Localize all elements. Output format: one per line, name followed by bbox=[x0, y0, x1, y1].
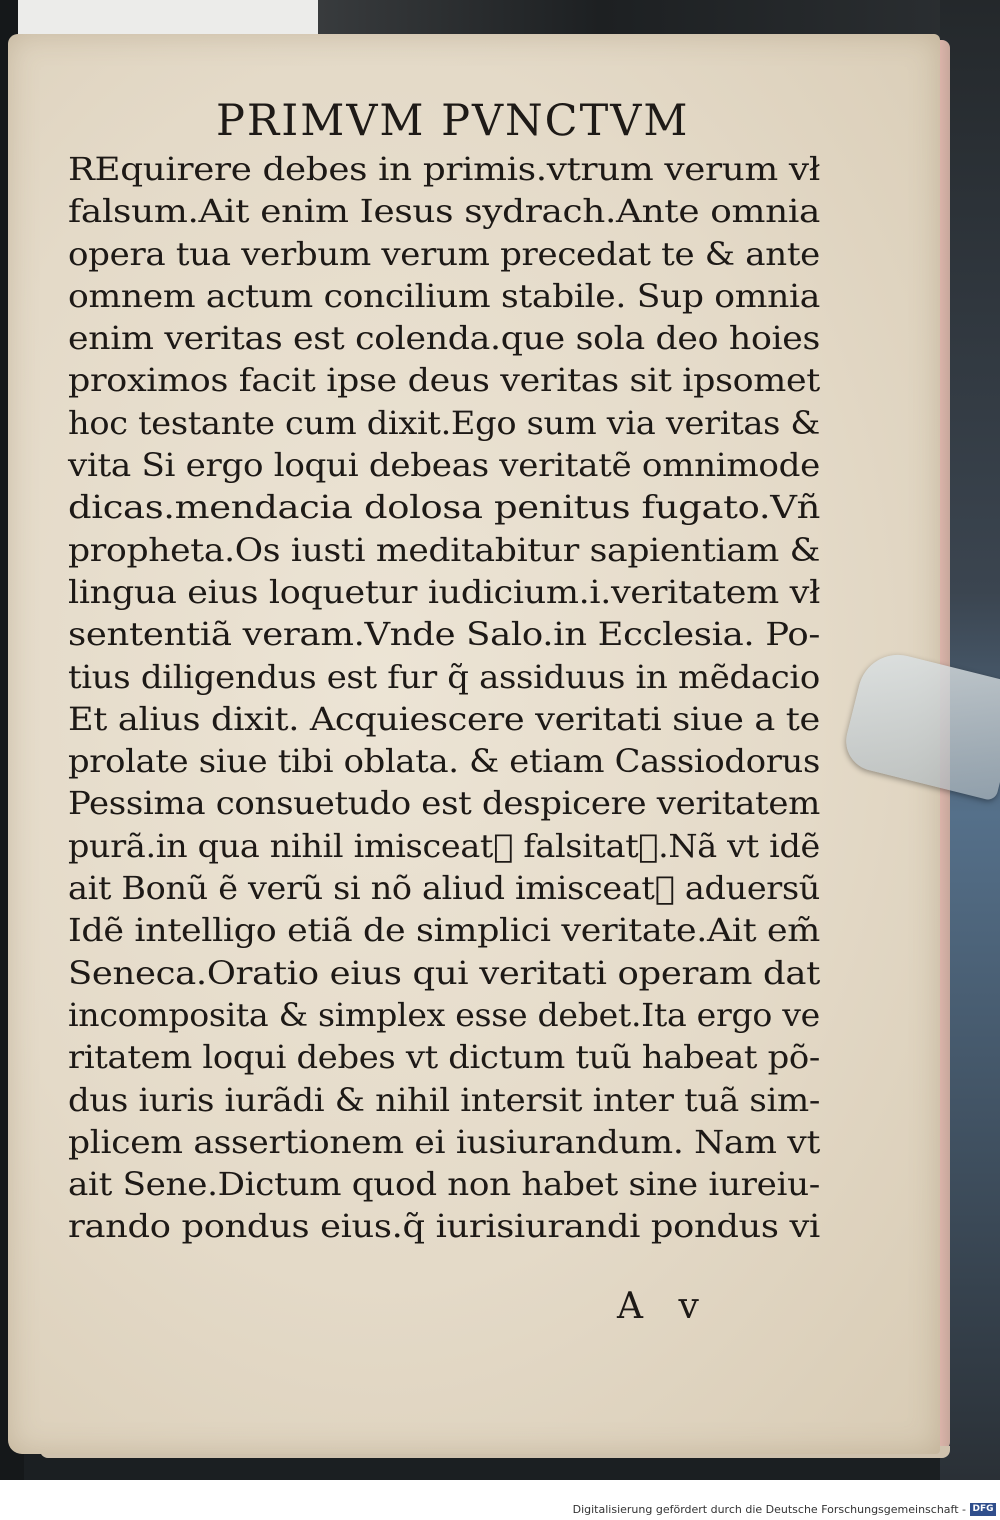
text-line: omnem actum concilium stabile. Sup omnia bbox=[68, 276, 820, 315]
text-line: propheta.Os iusti meditabitur sapientiam & bbox=[68, 530, 820, 569]
footer-credit: Digitalisierung gefördert durch die Deutsche Forschungsgemeinschaft - bbox=[572, 1503, 966, 1516]
text-line: ait Sene.Dictum quod non habet sine iureiu- bbox=[68, 1165, 820, 1204]
text-line: sententiã veram.Vnde Salo.in Ecclesia. Po- bbox=[68, 615, 820, 654]
text-line: rando pondus eius.q̃ iurisiurandi pondus vi bbox=[68, 1207, 821, 1246]
text-line: ritatem loqui debes vt dictum tuũ habeat põ- bbox=[68, 1038, 820, 1077]
text-line: tius diligendus est fur q̃ assiduus in mẽdacio bbox=[68, 657, 820, 696]
dfg-logo: DFG bbox=[970, 1503, 996, 1516]
text-line: plicem assertionem ei iusiurandum. Nam vt bbox=[68, 1122, 820, 1161]
text-line: enim veritas est colenda.que sola deo hoies bbox=[68, 319, 820, 358]
signature-mark: A v bbox=[617, 1286, 711, 1327]
text-line: prolate siue tibi oblata. & etiam Cassiodorus bbox=[68, 742, 820, 781]
text-line: incomposita & simplex esse debet.Ita ergo ve bbox=[68, 995, 821, 1034]
body-text bbox=[68, 148, 828, 1248]
page-heading: PRIMVM PVNCTVM bbox=[216, 96, 690, 146]
text-line: REquirere debes in primis.vtrum verum vł bbox=[68, 150, 820, 188]
text-line: Pessima consuetudo est despicere veritatem bbox=[68, 784, 820, 823]
text-line: proximos facit ipse deus veritas sit ipsomet bbox=[68, 361, 820, 400]
text-line: opera tua verbum verum precedat te & ante bbox=[68, 234, 820, 273]
text-line: purã.in qua nihil imisceatᷣ falsitatꝭ.Nã vt idẽ bbox=[68, 826, 820, 865]
text-line: hoc testante cum dixit.Ego sum via veritas & bbox=[68, 403, 820, 442]
text-line: ait Bonũ ẽ verũ si nõ aliud imisceatᷣ aduersũ bbox=[68, 869, 821, 908]
text-line: falsum.Ait enim Iesus sydrach.Ante omnia bbox=[68, 192, 820, 231]
text-line: lingua eius loquetur iudicium.i.veritatem vł bbox=[68, 572, 820, 611]
footer bbox=[0, 1500, 1000, 1520]
text-line: vita Si ergo loqui debeas veritatẽ omnimode bbox=[68, 446, 820, 485]
footer-spacer bbox=[0, 1480, 1000, 1500]
text-line: dus iuris iurãdi & nihil intersit inter tuã sim- bbox=[68, 1080, 820, 1119]
text-line: Seneca.Oratio eius qui veritati operam dat bbox=[68, 953, 820, 992]
text-line: Idẽ intelligo etiã de simplici veritate.Ait em̃ bbox=[68, 911, 820, 950]
text-line: Et alius dixit. Acquiescere veritati siue a te bbox=[68, 699, 821, 738]
text-line: dicas.mendacia dolosa penitus fugato.Vñ bbox=[68, 488, 820, 527]
